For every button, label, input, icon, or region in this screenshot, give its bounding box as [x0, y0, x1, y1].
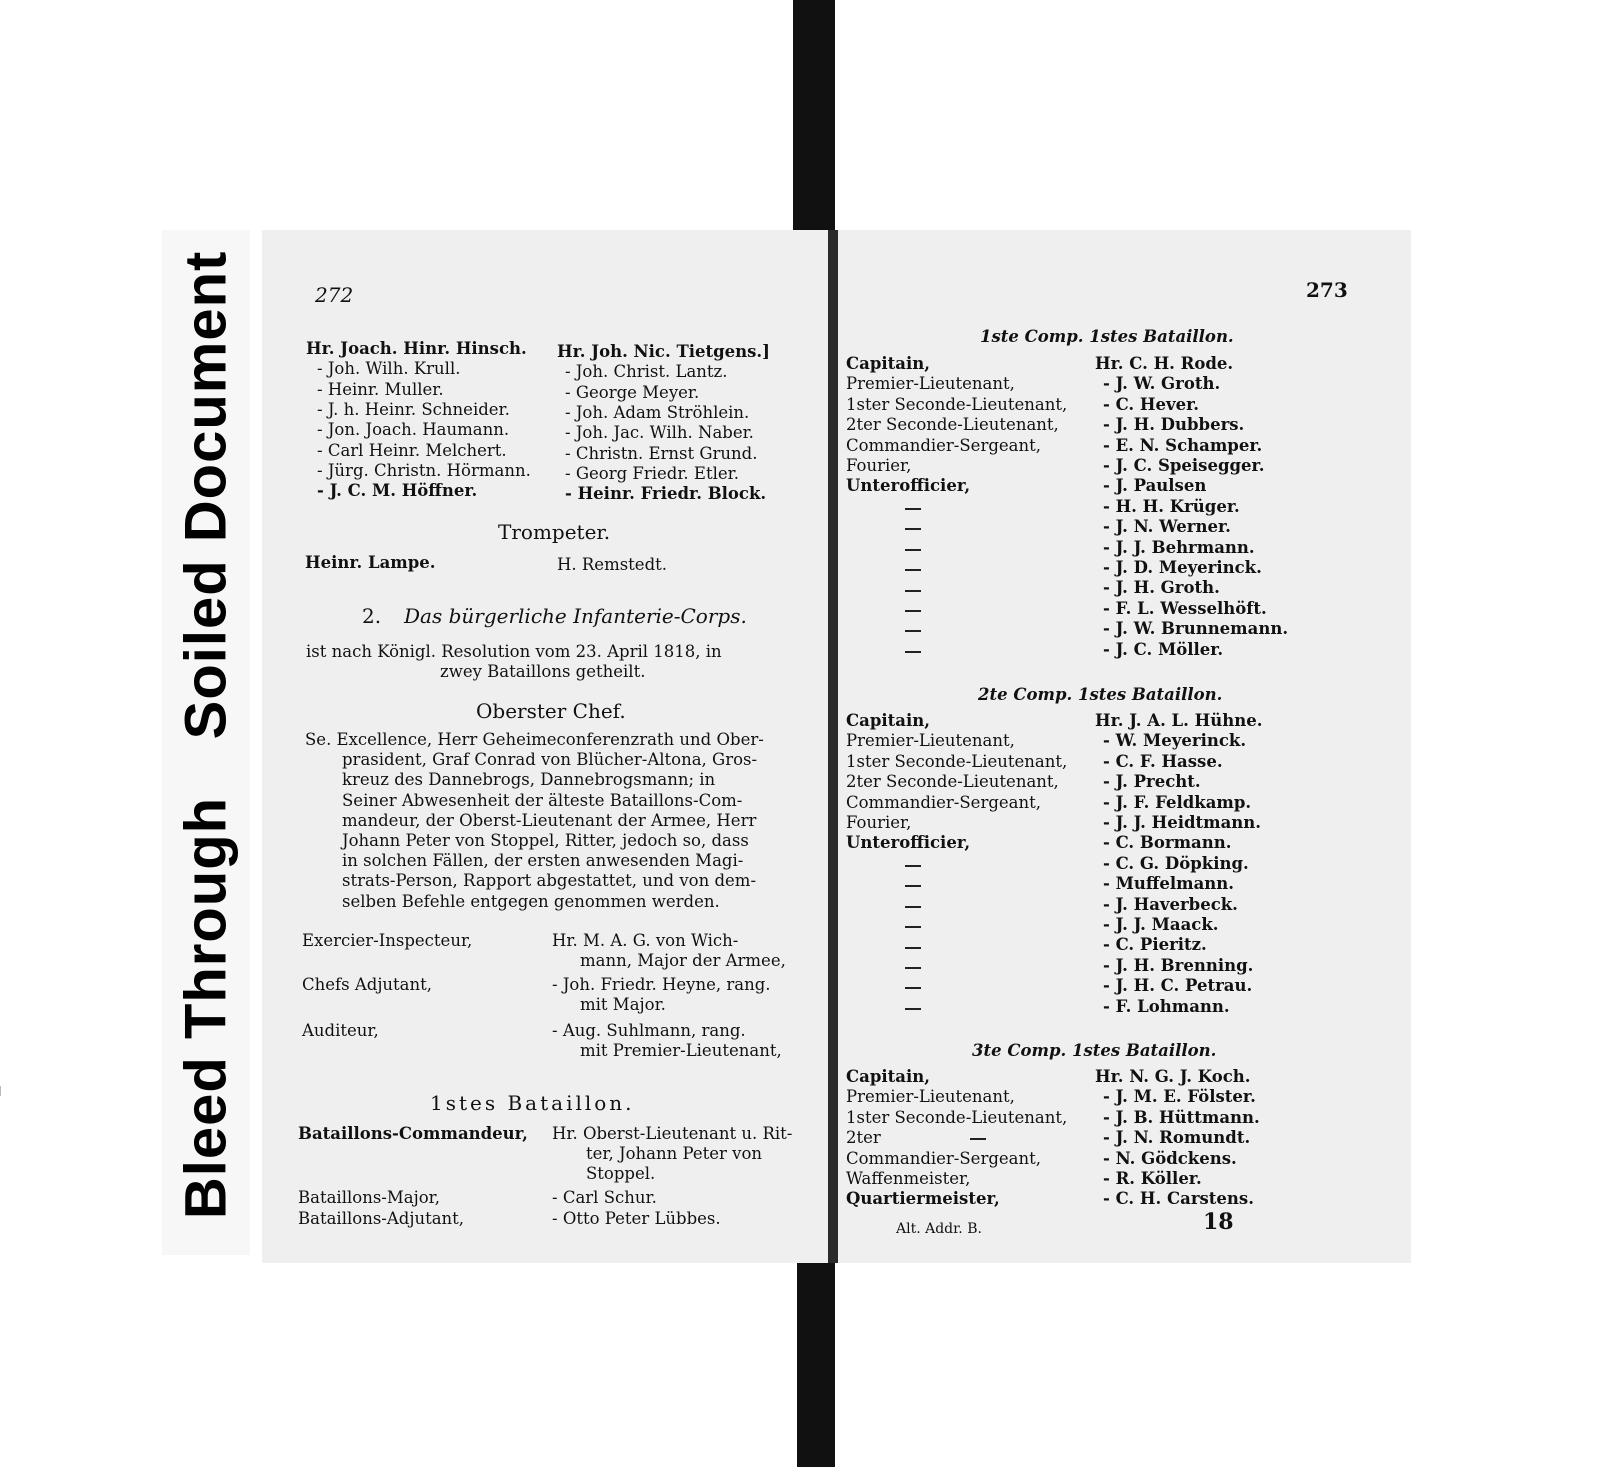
name-entry: - Carl Heinr. Melchert. [317, 440, 507, 460]
dash-mark [905, 865, 921, 867]
company-name: - J. H. Groth. [1103, 578, 1220, 598]
company-name: - J. W. Groth. [1103, 374, 1221, 394]
dash-mark [905, 508, 921, 510]
company-name: - J. C. Möller. [1103, 639, 1224, 659]
resolution-line-2: zwey Bataillons getheilt. [440, 662, 646, 681]
bataillon-name-line: ter, Johann Peter von [586, 1144, 763, 1163]
dash-mark [905, 528, 921, 530]
name-entry: - J. C. M. Höffner. [317, 481, 478, 501]
bataillon-name-line: Stoppel. [586, 1164, 656, 1183]
binding-bar-top [793, 0, 835, 232]
company-name: - J. N. Romundt. [1103, 1128, 1251, 1148]
name-entry: - Joh. Wilh. Krull. [317, 359, 461, 379]
dash-mark [905, 947, 921, 949]
company-name: - E. N. Schamper. [1103, 435, 1263, 455]
name-entry: - Jürg. Christn. Hörmann. [317, 460, 531, 480]
company-name: - N. Gödckens. [1103, 1148, 1237, 1168]
side-label-top-text: Soiled Document [173, 250, 239, 740]
name-entry: - Christn. Ernst Grund. [565, 443, 758, 463]
bataillon-role: Bataillons-Major, [298, 1188, 440, 1207]
dash-mark [905, 569, 921, 571]
company-name: Hr. J. A. L. Hühne. [1095, 711, 1263, 730]
role-label: Quartiermeister, [846, 1189, 1000, 1209]
staff-role: Exercier-Inspecteur, [302, 931, 473, 950]
role-label: Commandier-Sergeant, [846, 435, 1042, 455]
role-label: 1ster Seconde-Lieutenant, [846, 751, 1068, 771]
dash-mark [905, 549, 921, 551]
footer-number: 18 [1203, 1209, 1234, 1235]
role-label: Premier-Lieutenant, [846, 731, 1015, 751]
dash-mark [905, 967, 921, 969]
company-name: - J. J. Heidtmann. [1103, 813, 1262, 832]
dash-mark [905, 590, 921, 592]
margin-tick [0, 1086, 1, 1096]
bataillon-role: Bataillons-Adjutant, [298, 1209, 465, 1228]
binding-bar-bottom [797, 1263, 835, 1467]
role-label: Unterofficier, [846, 833, 971, 853]
paragraph-line: kreuz des Dannebrogs, Dannebrogsmann; in [342, 770, 716, 790]
staff-role: Chefs Adjutant, [302, 975, 433, 994]
role-label: 1ster Seconde-Lieutenant, [846, 394, 1068, 414]
company-name: - C. G. Döpking. [1103, 853, 1249, 873]
role-label: Waffenmeister, [846, 1169, 971, 1188]
company-name: - J. Precht. [1103, 772, 1201, 792]
role-label: Premier-Lieutenant, [846, 1087, 1015, 1107]
company-name: - C. F. Hasse. [1103, 751, 1223, 771]
resolution-line-1: ist nach Königl. Resolution vom 23. April 1818, in [306, 642, 722, 661]
company-name: - F. Lohmann. [1103, 996, 1230, 1016]
name-entry: - Joh. Jac. Wilh. Naber. [565, 423, 754, 443]
dash-mark [905, 926, 921, 928]
paragraph-line: Se. Excellence, Herr Geheimeconferenzrath und Ober- [305, 730, 764, 749]
dash-mark [905, 630, 921, 632]
dash-mark [905, 987, 921, 989]
company-name: - J. W. Brunnemann. [1103, 619, 1289, 639]
paragraph-line: prasident, Graf Conrad von Blücher-Altona, Gros- [342, 750, 758, 770]
staff-name-line: Hr. M. A. G. von Wich- [552, 931, 739, 950]
side-label-top [162, 230, 250, 760]
name-entry: - Jon. Joach. Haumann. [317, 420, 510, 440]
bataillon-name-line: Hr. Oberst-Lieutenant u. Rit- [552, 1124, 793, 1143]
company-name: - C. Bormann. [1103, 833, 1232, 853]
bataillon-heading: 1stes Bataillon. [430, 1091, 635, 1115]
comp2-heading: 2te Comp. 1stes Bataillon. [978, 685, 1223, 704]
company-name: - J. J. Behrmann. [1103, 537, 1255, 557]
paragraph-line: strats-Person, Rapport abgestattet, und von dem- [342, 871, 757, 891]
name-entry: Hr. Joach. Hinr. Hinsch. [306, 339, 527, 358]
page-gutter [828, 230, 838, 1263]
oberster-heading: Oberster Chef. [476, 699, 626, 723]
company-name: - Muffelmann. [1103, 874, 1235, 894]
side-label-bottom [162, 760, 250, 1255]
role-label: Commandier-Sergeant, [846, 792, 1042, 812]
company-name: - J. H. Brenning. [1103, 955, 1254, 975]
company-name: - J. C. Speisegger. [1103, 456, 1265, 475]
role-label: Fourier, [846, 456, 912, 475]
dash-mark [905, 610, 921, 612]
company-name: - W. Meyerinck. [1103, 731, 1247, 751]
role-label: 2ter [846, 1128, 881, 1148]
company-name: - H. H. Krüger. [1103, 496, 1240, 516]
company-name: - R. Köller. [1103, 1169, 1202, 1188]
name-entry: - Joh. Christ. Lantz. [565, 362, 728, 382]
company-name: - J. M. E. Fölster. [1103, 1087, 1256, 1107]
company-name: - J. B. Hüttmann. [1103, 1107, 1260, 1127]
right-page-number: 273 [1306, 278, 1348, 302]
company-name: - C. Pieritz. [1103, 935, 1207, 955]
bataillon-name-line: - Carl Schur. [552, 1188, 657, 1207]
company-name: - J. H. C. Petrau. [1103, 976, 1253, 996]
comp1-heading: 1ste Comp. 1stes Bataillon. [980, 327, 1234, 346]
role-label: 1ster Seconde-Lieutenant, [846, 1107, 1068, 1127]
name-entry: - George Meyer. [565, 382, 700, 402]
dash-mark [970, 1138, 986, 1140]
company-name: - J. F. Feldkamp. [1103, 792, 1252, 812]
dash-mark [905, 906, 921, 908]
paragraph-line: in solchen Fällen, der ersten anwesenden Magi- [342, 851, 744, 871]
dash-mark [905, 885, 921, 887]
role-label: Unterofficier, [846, 476, 971, 496]
company-name: - C. H. Carstens. [1103, 1189, 1254, 1209]
paragraph-line: mandeur, der Oberst-Lieutenant der Armee, Herr [342, 810, 757, 830]
company-name: - F. L. Wesselhöft. [1103, 598, 1267, 618]
bataillon-role: Bataillons-Commandeur, [298, 1124, 528, 1143]
role-label: Premier-Lieutenant, [846, 374, 1015, 394]
staff-name-line: mit Premier-Lieutenant, [580, 1041, 782, 1060]
paragraph-line: Johann Peter von Stoppel, Ritter, jedoch so, dass [342, 831, 749, 850]
trompeter-left: Heinr. Lampe. [305, 553, 436, 572]
name-entry: - Heinr. Muller. [317, 379, 444, 399]
name-entry: - Heinr. Friedr. Block. [565, 484, 767, 504]
staff-name-line: - Joh. Friedr. Heyne, rang. [552, 975, 771, 994]
role-label: Capitain, [846, 1067, 930, 1086]
trompeter-right: H. Remstedt. [557, 555, 668, 574]
role-label: 2ter Seconde-Lieutenant, [846, 415, 1059, 435]
name-entry: - J. h. Heinr. Schneider. [317, 399, 510, 419]
staff-name-line: mann, Major der Armee, [580, 951, 786, 970]
company-name: Hr. N. G. J. Koch. [1095, 1067, 1251, 1086]
footer-signature: Alt. Addr. B. [896, 1221, 982, 1237]
role-label: Capitain, [846, 711, 930, 730]
company-name: - C. Hever. [1103, 394, 1200, 414]
company-name: Hr. C. H. Rode. [1095, 354, 1234, 373]
trompeter-heading: Trompeter. [498, 520, 611, 544]
company-name: - J. J. Maack. [1103, 915, 1219, 934]
company-name: - J. H. Dubbers. [1103, 415, 1245, 435]
role-label: Capitain, [846, 354, 930, 373]
bataillon-name-line: - Otto Peter Lübbes. [552, 1209, 721, 1228]
company-name: - J. Haverbeck. [1103, 894, 1238, 914]
section-number: 2. [362, 604, 382, 628]
name-entry: - Georg Friedr. Etler. [565, 463, 739, 483]
name-entry: Hr. Joh. Nic. Tietgens.] [557, 342, 770, 361]
paragraph-line: selben Befehle entgegen genommen werden. [342, 891, 720, 911]
role-label: 2ter Seconde-Lieutenant, [846, 772, 1059, 792]
name-entry: - Joh. Adam Ströhlein. [565, 402, 750, 422]
company-name: - J. D. Meyerinck. [1103, 558, 1262, 577]
staff-role: Auditeur, [302, 1021, 379, 1040]
role-label: Commandier-Sergeant, [846, 1148, 1042, 1168]
role-label: Fourier, [846, 813, 912, 832]
company-name: - J. N. Werner. [1103, 517, 1231, 537]
staff-name-line: - Aug. Suhlmann, rang. [552, 1021, 746, 1040]
left-page-number: 272 [315, 283, 354, 307]
section-title: Das bürgerliche Infanterie-Corps. [404, 604, 747, 628]
paragraph-line: Seiner Abwesenheit der älteste Bataillons-Com- [342, 790, 743, 810]
staff-name-line: mit Major. [580, 995, 666, 1014]
dash-mark [905, 651, 921, 653]
comp3-heading: 3te Comp. 1stes Bataillon. [972, 1041, 1217, 1060]
side-label-bottom-text: Bleed Through [173, 796, 239, 1219]
dash-mark [905, 1008, 921, 1010]
company-name: - J. Paulsen [1103, 476, 1207, 496]
